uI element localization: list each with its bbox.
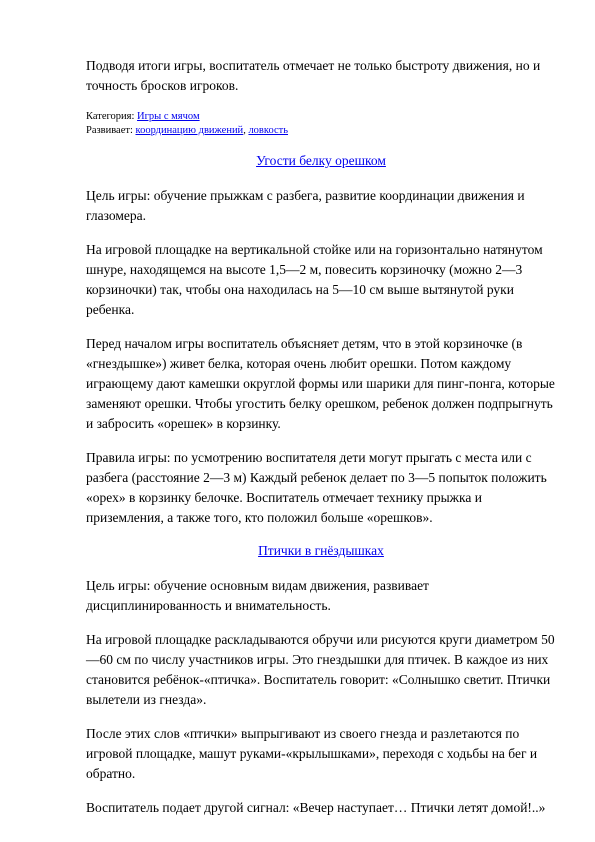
- document-page: [86, 56, 556, 818]
- develops-line: [86, 124, 556, 138]
- game1-paragraph-explain: Перед началом игры воспитатель объясняет детям, что в этой корзиночке (в «гнездышке») живет белка, которая очень любит орешки. Потом каждому играющему дают камешки округлой формы или шарики для пинг-понга, которые заменяют орешки. Чтобы угостить белку орешком, ребенок должен подпрыгнуть и забросить «орешек» в корзинку.: [86, 336, 555, 431]
- develops-link-agility[interactable]: ловкость: [248, 125, 289, 136]
- game2-paragraph-goal: Цель игры: обучение основным видам движения, развивает дисциплинированность и внимательность.: [86, 578, 429, 613]
- develops-link-coordination[interactable]: координацию движений: [135, 125, 244, 136]
- game2-title: [86, 542, 556, 560]
- game1-paragraph-setup: На игровой площадке на вертикальной стойке или на горизонтально натянутом шнуре, находящемся на высоте 1,5—2 м, повесить корзиночку (можно 2—3 корзиночки) так, чтобы она находилась на 5—10 см выше вытянутой руки ребенка.: [86, 242, 543, 317]
- game2-title-link[interactable]: Птички в гнёздышках: [258, 543, 384, 558]
- develops-separator: ,: [243, 125, 249, 136]
- category-line: [86, 110, 556, 124]
- develops-label: Развивает:: [86, 125, 136, 136]
- intro-paragraph: Подводя итоги игры, воспитатель отмечает не только быстроту движения, но и точность бросков игроков.: [86, 58, 541, 93]
- game2-paragraph-setup: На игровой площадке раскладываются обручи или рисуются круги диаметром 50—60 см по числу участников игры. Это гнездышки для птичек. В каждое из них становится ребёнок-«птичка». Воспитатель говорит: «Солнышко светит. Птички вылетели из гнезда».: [86, 632, 555, 707]
- game1-title-link[interactable]: Угости белку орешком: [256, 153, 386, 168]
- category-link[interactable]: Игры с мячом: [137, 111, 200, 122]
- game1-paragraph-rules: Правила игры: по усмотрению воспитателя дети могут прыгать с места или с разбега (расстояние 2—3 м) Каждый ребенок делает по 3—5 попыток положить «орех» в корзинку белочке. Воспитатель отмечает технику прыжка и приземления, а также того, кто положил больше «орешков».: [86, 450, 547, 525]
- game1-paragraph-goal: Цель игры: обучение прыжкам с разбега, развитие координации движения и глазомера.: [86, 188, 525, 223]
- game2-paragraph-signal: Воспитатель подает другой сигнал: «Вечер наступает… Птички летят домой!..»: [86, 800, 546, 815]
- category-label: Категория:: [86, 111, 138, 122]
- game2-paragraph-play: После этих слов «птички» выпрыгивают из своего гнезда и разлетаются по игровой площадке, машут руками-«крылышками», переходя с ходьбы на бег и обратно.: [86, 726, 538, 781]
- game1-title: [86, 152, 556, 170]
- article-meta: [86, 110, 556, 138]
